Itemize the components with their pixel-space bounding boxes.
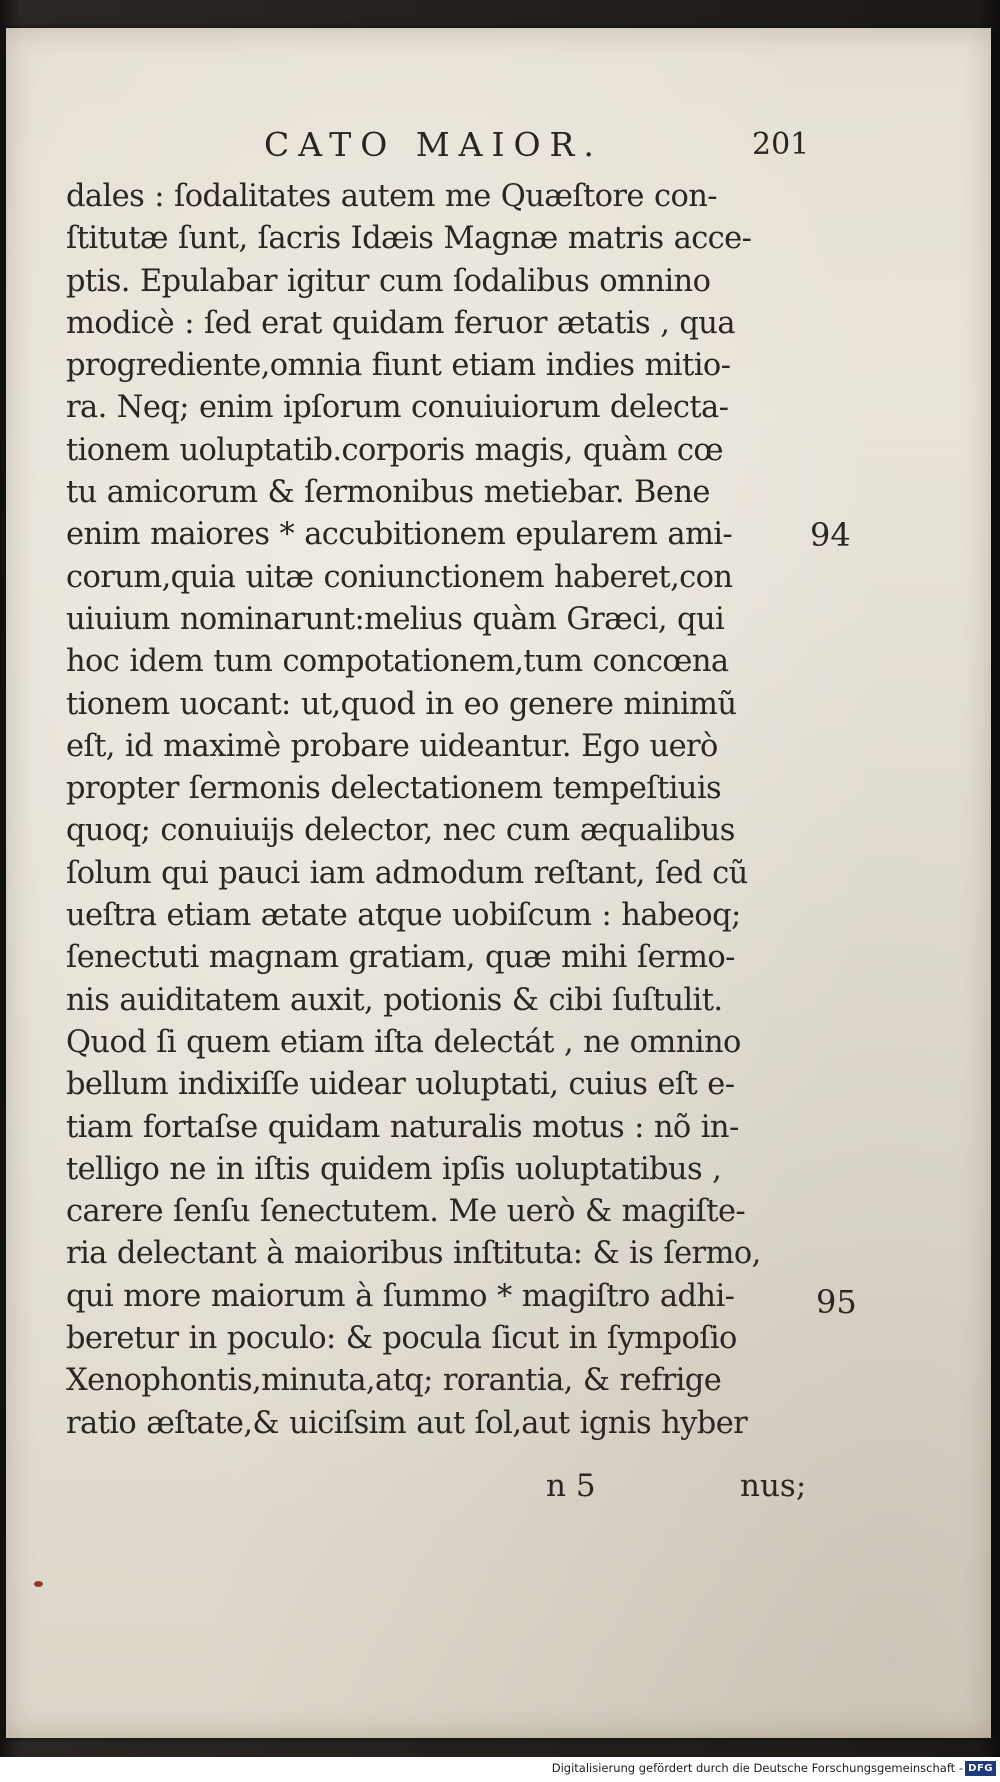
text-line: tionem uocant: ut,quod in eo genere minimũ <box>66 686 737 722</box>
text-line: uiuium nominarunt:melius quàm Græci, qui <box>66 601 725 637</box>
ink-speck <box>34 1581 43 1587</box>
page-number: 201 <box>752 127 810 162</box>
text-line: propter ſermonis delectationem tempeſtiuis <box>66 771 722 807</box>
text-line: corum,quia uitæ coniunctionem haberet,con <box>66 559 733 595</box>
catchword: nus; <box>740 1468 807 1504</box>
text-line: progrediente,omnia fiunt etiam indies mitio- <box>66 348 731 384</box>
text-line: quoq; conuiuijs delector, nec cum æqualibus <box>66 813 735 849</box>
text-line: Xenophontis,minuta,atq; rorantia, & refrige <box>66 1363 722 1399</box>
text-line: ſolum qui pauci iam admodum reſtant, ſed cũ <box>66 855 748 891</box>
text-line: ra. Neq; enim ipſorum conuiuiorum delecta- <box>66 390 729 426</box>
text-line: ſenectuti magnam gratiam, quæ mihi ſermo- <box>66 940 735 976</box>
body-text <box>66 176 826 1445</box>
text-line: enim maiores * accubitionem epularem ami- <box>66 517 733 553</box>
text-line: ſtitutæ ſunt, ſacris Idæis Magnæ matris acce- <box>66 221 752 257</box>
text-line: ria delectant à maioribus inſtituta: & is ſermo, <box>66 1236 761 1272</box>
text-line: eſt, id maximè probare uideantur. Ego uerò <box>66 728 718 764</box>
text-line: beretur in poculo: & pocula ſicut in ſympoſio <box>66 1321 737 1357</box>
text-line: tu amicorum & ſermonibus metiebar. Bene <box>66 475 710 511</box>
book-page <box>6 28 991 1738</box>
text-line: bellum indixiſſe uidear uoluptati, cuius eſt e- <box>66 1067 735 1103</box>
margin-note-95: 95 <box>816 1283 857 1321</box>
text-line: telligo ne in iſtis quidem ipſis uoluptatibus , <box>66 1151 722 1187</box>
text-line: Quod ſi quem etiam iſta delectát , ne omnino <box>66 1024 741 1060</box>
attribution-text: Digitalisierung gefördert durch die Deutsche Forschungsgemeinschaft - <box>551 1761 963 1775</box>
text-line: dales : ſodalitates autem me Quæſtore con- <box>66 179 717 214</box>
running-head: CATO MAIOR. <box>264 125 603 164</box>
dfg-logo: DFG <box>965 1761 996 1776</box>
text-line: ptis. Epulabar igitur cum ſodalibus omnino <box>66 263 711 299</box>
text-line: nis auiditatem auxit, potionis & cibi ſuſtulit. <box>66 982 723 1018</box>
signature-mark: n 5 <box>546 1468 596 1504</box>
text-line: ueſtra etiam ætate atque uobiſcum : habeoq; <box>66 898 741 934</box>
text-line: ratio æſtate,& uiciſsim aut ſol,aut ignis hyber <box>66 1405 748 1441</box>
text-line: modicè : ſed erat quidam feruor ætatis , qua <box>66 305 735 341</box>
text-line: carere ſenſu ſenectutem. Me uerò & magiſte- <box>66 1194 746 1230</box>
margin-note-94: 94 <box>810 516 851 554</box>
text-line: hoc idem tum compotationem,tum concœna <box>66 644 729 680</box>
text-line: qui more maiorum à ſummo * magiſtro adhi- <box>66 1278 735 1314</box>
text-line: tionem uoluptatib.corporis magis, quàm cœ <box>66 432 723 468</box>
attribution-bar <box>0 1757 1000 1782</box>
text-line: tiam fortaſse quidam naturalis motus : nõ in- <box>66 1109 739 1145</box>
page-header <box>6 120 991 170</box>
